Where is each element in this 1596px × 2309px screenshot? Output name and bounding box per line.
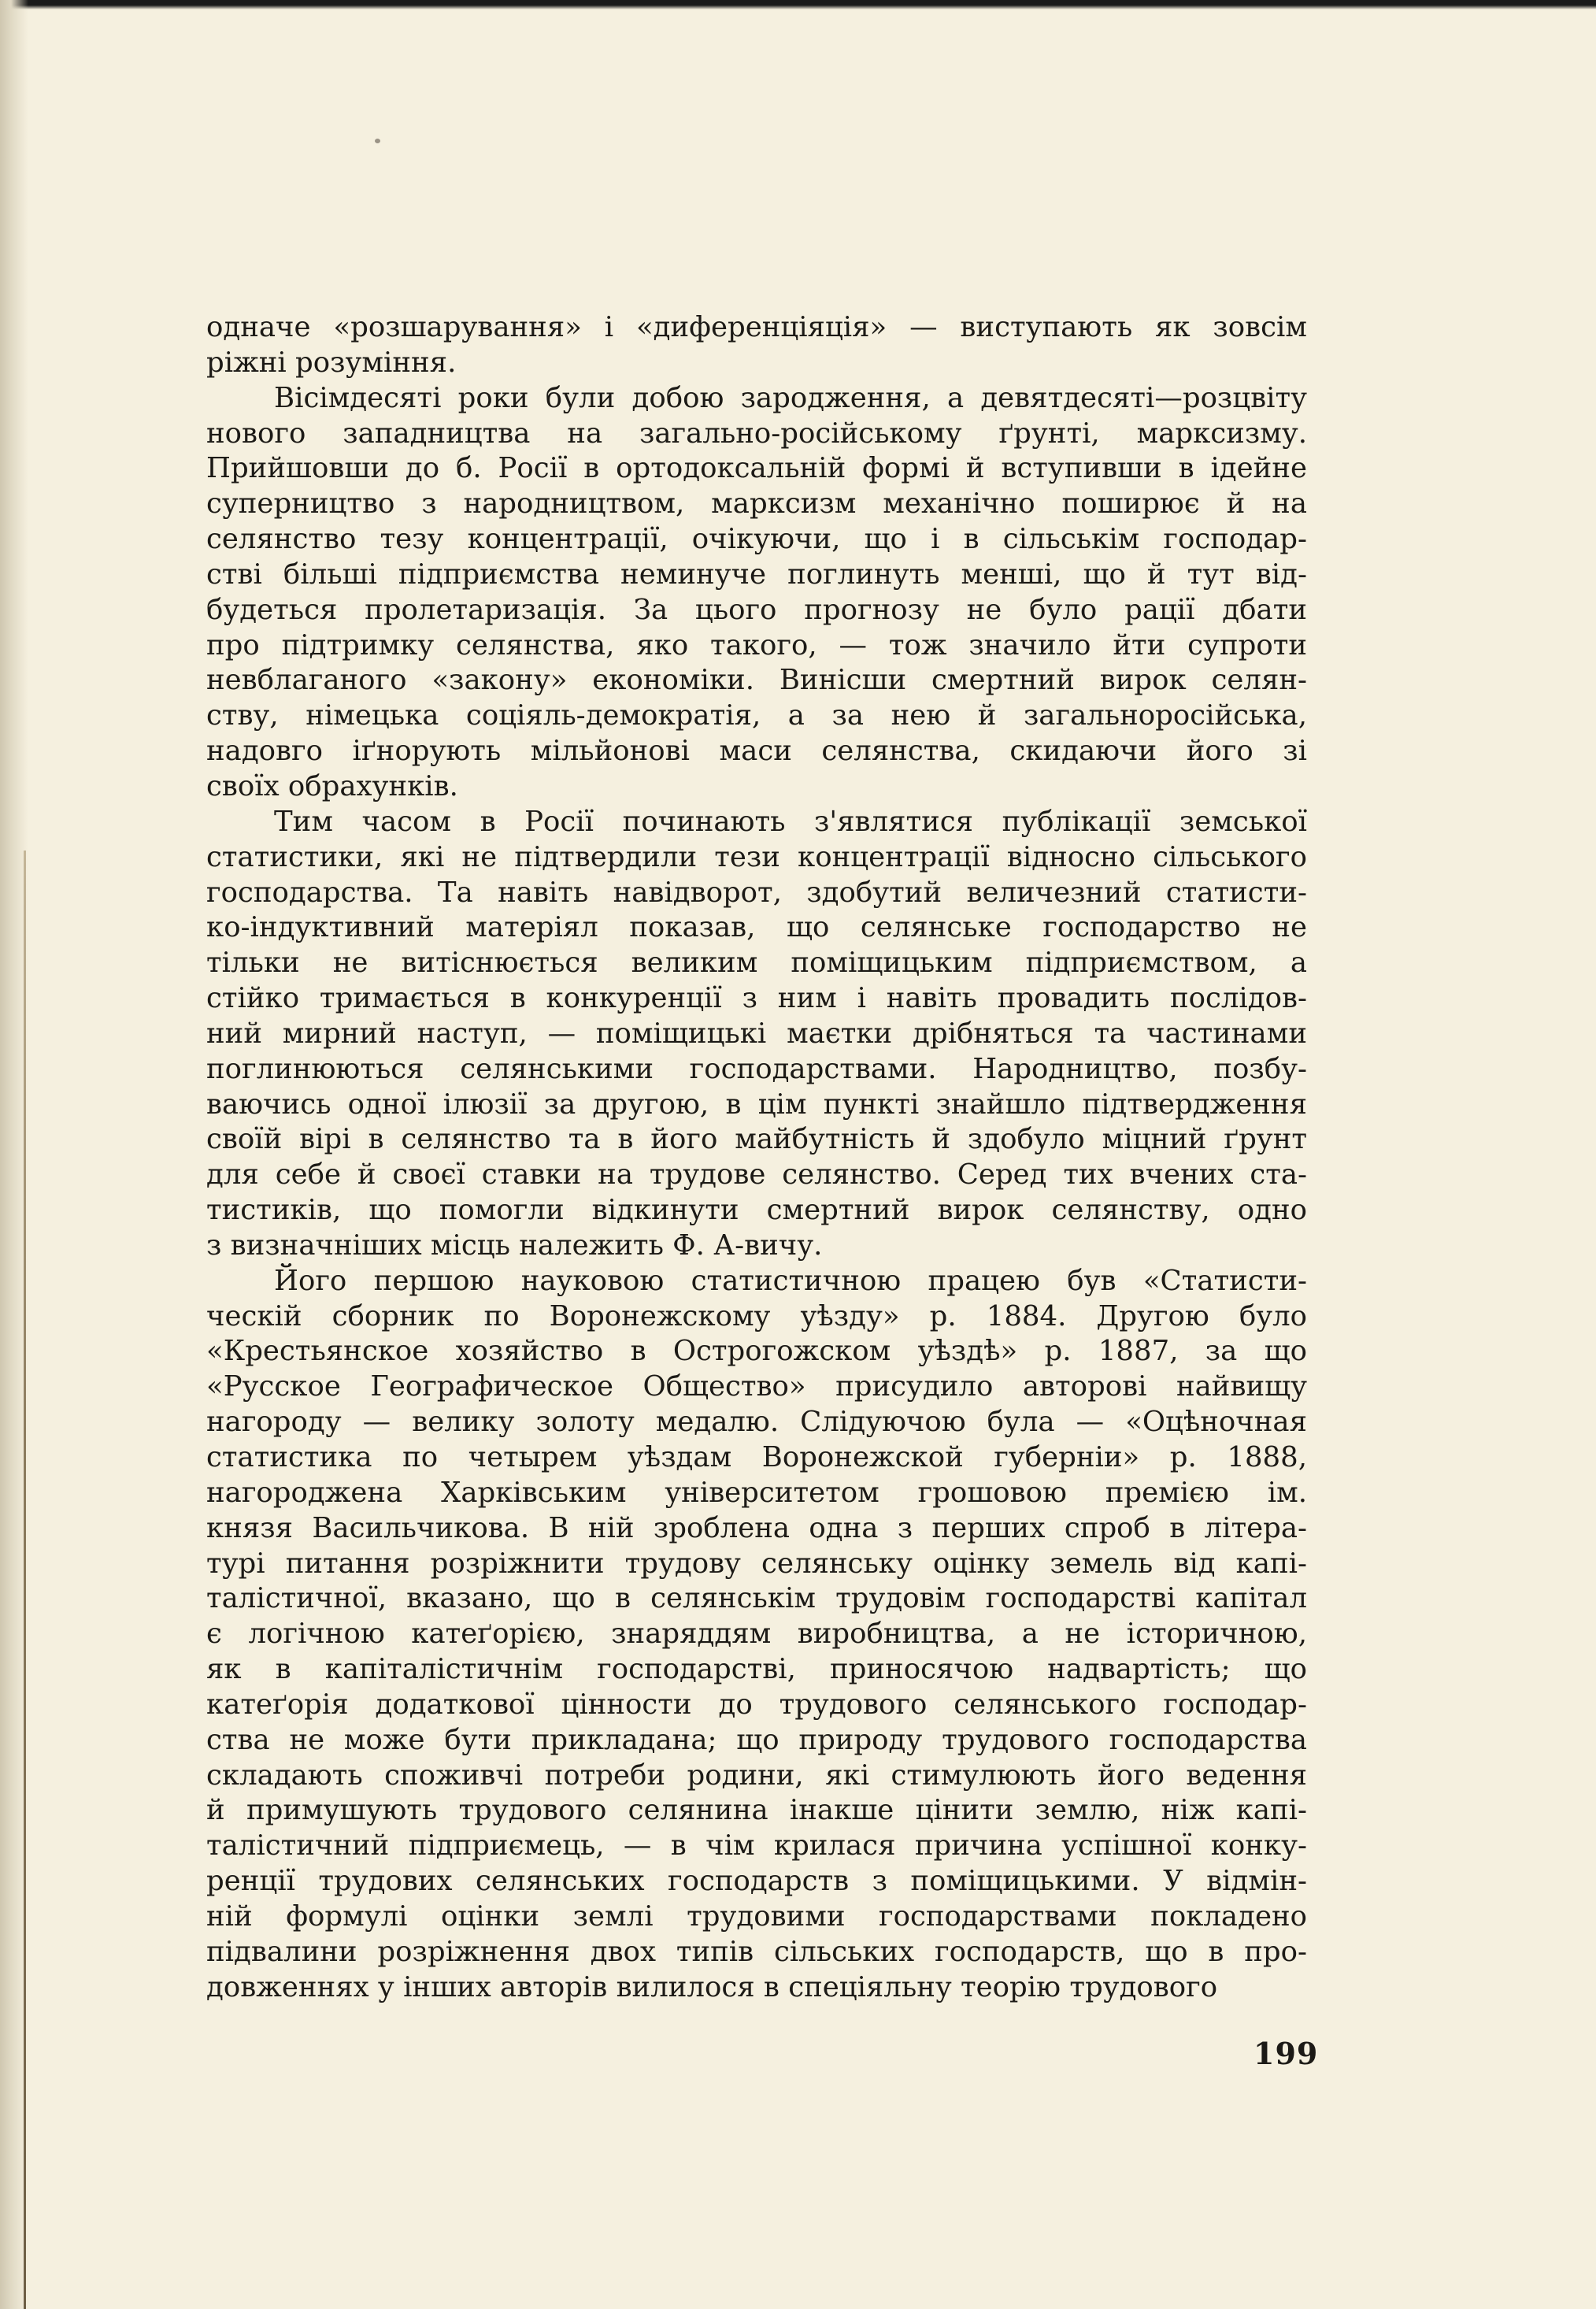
text-line: князя Васильчикова. В ній зроблена одна з перших спроб в літера- — [206, 1511, 1307, 1544]
text-line: з визначніших місць належить Ф. А-вичу. — [206, 1229, 823, 1262]
text-line: статистики, які не підтвердили тези концентрації відносно сільського — [206, 840, 1307, 873]
text-line: ний мирний наступ, — поміщицькі маєтки дрібняться та частинами — [206, 1017, 1307, 1050]
text-line: ко-індуктивний матеріял показав, що селянське господарство не — [206, 911, 1307, 944]
text-line: підвалини розріжнення двох типів сільських господарств, що в про- — [206, 1935, 1307, 1968]
text-line: ческій сборник по Воронежскому уѣзду» р. 1884. Другою було — [206, 1299, 1307, 1332]
text-line: селянство тезу концентрації, очікуючи, що і в сільськім господар- — [206, 523, 1307, 556]
text-line: господарства. Та навіть навідворот, здобутий величезний статисти- — [206, 876, 1307, 909]
text-line: своїх обрахунків. — [206, 769, 458, 802]
text-line: для себе й своєї ставки на трудове селянство. Серед тих вчених ста- — [206, 1158, 1307, 1192]
text-line: ваючись одної ілюзії за другою, в цім пункті знайшло підтвердження — [206, 1088, 1307, 1121]
text-line: тистиків, що помогли відкинути смертний вирок селянству, одно — [206, 1194, 1307, 1227]
text-line: ства не може бути прикладана; що природу трудового господарства — [206, 1723, 1307, 1756]
text-line: турі питання розріжнити трудову селянську оцінку земель від капі- — [206, 1547, 1307, 1580]
text-line: своїй вірі в селянство та в його майбутність й здобуло міцний ґрунт — [206, 1123, 1307, 1156]
text-line: «Русское Географическое Общество» присудило авторові найвищу — [206, 1370, 1307, 1403]
page-edge-line — [24, 851, 26, 2309]
text-line: ренції трудових селянських господарств з поміщицькими. У відмін- — [206, 1865, 1307, 1898]
text-line: талістичний підприємець, — в чім крилася причина успішної конку- — [206, 1829, 1307, 1862]
paper-speck — [375, 139, 380, 143]
text-line: Прийшовши до б. Росії в ортодоксальній формі й вступивши в ідейне — [206, 452, 1307, 485]
text-line: тільки не витіснюється великим поміщицьким підприємством, а — [206, 947, 1307, 980]
text-line: надовго іґнорують мільйонові маси селянства, скидаючи його зі — [206, 735, 1307, 768]
text-line: про підтримку селянства, яко такого, — тож значило йти супроти — [206, 628, 1307, 662]
text-line: ній формулі оцінки землі трудовими господарствами покладено — [206, 1899, 1307, 1933]
text-line: стійко тримається в конкуренції з ним і навіть провадить послідов- — [206, 982, 1307, 1015]
body-text — [206, 310, 1307, 2006]
page-number: 199 — [1253, 2036, 1319, 2071]
text-line: нового западництва на загально-російському ґрунті, марксизму. — [206, 417, 1307, 450]
paragraph-p4 — [206, 1264, 1307, 2006]
text-line: статистика по четырем уѣздам Воронежской губерніи» р. 1888, — [206, 1441, 1307, 1473]
text-line: Тим часом в Росії починають з'являтися публікації земської — [274, 805, 1307, 838]
paragraph-p2 — [206, 381, 1307, 805]
text-line: довженнях у інших авторів вилилося в спеціяльну теорію трудового — [206, 1970, 1218, 2003]
text-line: як в капіталістичнім господарстві, приносячою надвартість; що — [206, 1653, 1307, 1686]
text-line: нагороду — велику золоту медалю. Слідуючою була — «Оцѣночная — [206, 1406, 1307, 1439]
text-line: невблаганого «закону» економіки. Винісши смертний вирок селян- — [206, 664, 1307, 697]
text-line: Вісімдесяті роки були добою зародження, а девятдесяті—розцвіту — [274, 381, 1307, 414]
text-line: нагороджена Харківським університетом грошовою премією ім. — [206, 1476, 1307, 1509]
text-line: стві більші підприємства неминуче поглинуть менші, що й тут від- — [206, 558, 1307, 591]
text-line: ству, німецька соціяль-демократія, а за нею й загальноросійська, — [206, 699, 1307, 732]
text-line: є логічною катеґорією, знаряддям виробництва, а не історичною, — [206, 1618, 1307, 1651]
paragraph-p3 — [206, 805, 1307, 1264]
text-line: катеґорія додаткової цінности до трудового селянського господар- — [206, 1688, 1307, 1721]
paragraph-p1 — [206, 310, 1307, 381]
text-line: «Крестьянское хозяйство в Острогожском уѣздѣ» р. 1887, за що — [206, 1335, 1307, 1368]
text-line: Його першою науковою статистичною працею був «Статисти- — [274, 1264, 1307, 1297]
text-line: й примушують трудового селянина інакше цінити землю, ніж капі- — [206, 1794, 1307, 1827]
text-line: поглинюються селянськими господарствами. Народництво, позбу- — [206, 1052, 1307, 1085]
text-line: одначе «розшарування» і «диференціяція» — виступають як зовсім — [206, 311, 1307, 343]
text-line: ріжні розуміння. — [206, 346, 457, 379]
scan-top-edge — [0, 0, 1596, 9]
text-line: складають споживчі потреби родини, які стимулюють його ведення — [206, 1759, 1307, 1792]
text-line: суперництво з народництвом, марксизм механічно поширює й на — [206, 487, 1307, 521]
text-line: талістичної, вказано, що в селянськім трудовім господарстві капітал — [206, 1582, 1307, 1615]
text-line: будеться пролетаризація. За цього прогнозу не було рації дбати — [206, 593, 1307, 626]
